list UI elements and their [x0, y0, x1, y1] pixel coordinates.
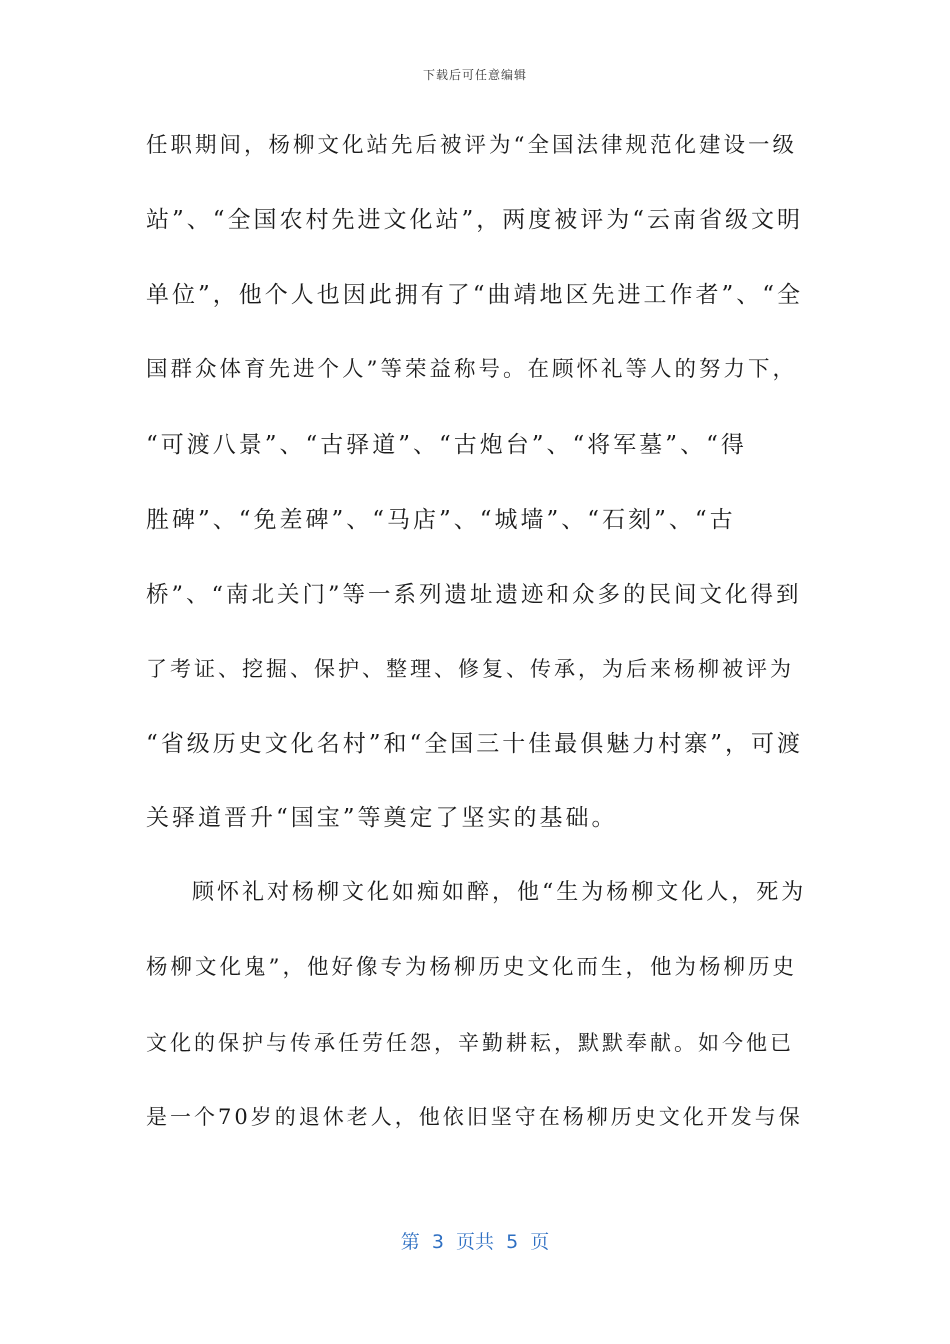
paragraph-line: 了考证、挖掘、保护、整理、修复、传承，为后来杨柳被评为 — [146, 657, 794, 681]
paragraph-line: 杨柳文化鬼”，他好像专为杨柳历史文化而生，他为杨柳历史 — [146, 955, 797, 980]
paragraph-line: 文化的保护与传承任劳任怨，辛勤耕耘，默默奉献。如今他已 — [146, 1031, 794, 1055]
paragraph-line: 关驿道晋升“国宝”等奠定了坚实的基础。 — [146, 805, 618, 831]
paragraph-line: 是一个70岁的退休老人，他依旧坚守在杨柳历史文化开发与保 — [146, 1105, 803, 1129]
paragraph-line: 任职期间，杨柳文化站先后被评为“全国法律规范化建设一级 — [146, 133, 797, 158]
paragraph-line: 单位”，他个人也因此拥有了“曲靖地区先进工作者”、“全 — [146, 282, 804, 308]
page-number-footer: 第 3 页共 5 页 — [400, 1231, 550, 1253]
paragraph-line: 胜碑”、“免差碑”、“马店”、“城墙”、“石刻”、“古 — [146, 507, 736, 533]
paragraph-line: 顾怀礼对杨柳文化如痴如醉，他“生为杨柳文化人，死为 — [192, 880, 807, 905]
page-header: 下载后可任意编辑 — [422, 68, 527, 82]
paragraph-line: “省级历史文化名村”和“全国三十佳最俱魅力村寨”，可渡 — [146, 731, 804, 757]
paragraph-line: 国群众体育先进个人”等荣益称号。在顾怀礼等人的努力下， — [146, 357, 797, 382]
paragraph-line: “可渡八景”、“古驿道”、“古炮台”、“将军墓”、“得 — [146, 432, 747, 458]
paragraph-line: 站”、“全国农村先进文化站”，两度被评为“云南省级文明 — [146, 207, 804, 233]
paragraph-line: 桥”、“南北关门”等一系列遗址遗迹和众多的民间文化得到 — [146, 582, 802, 608]
